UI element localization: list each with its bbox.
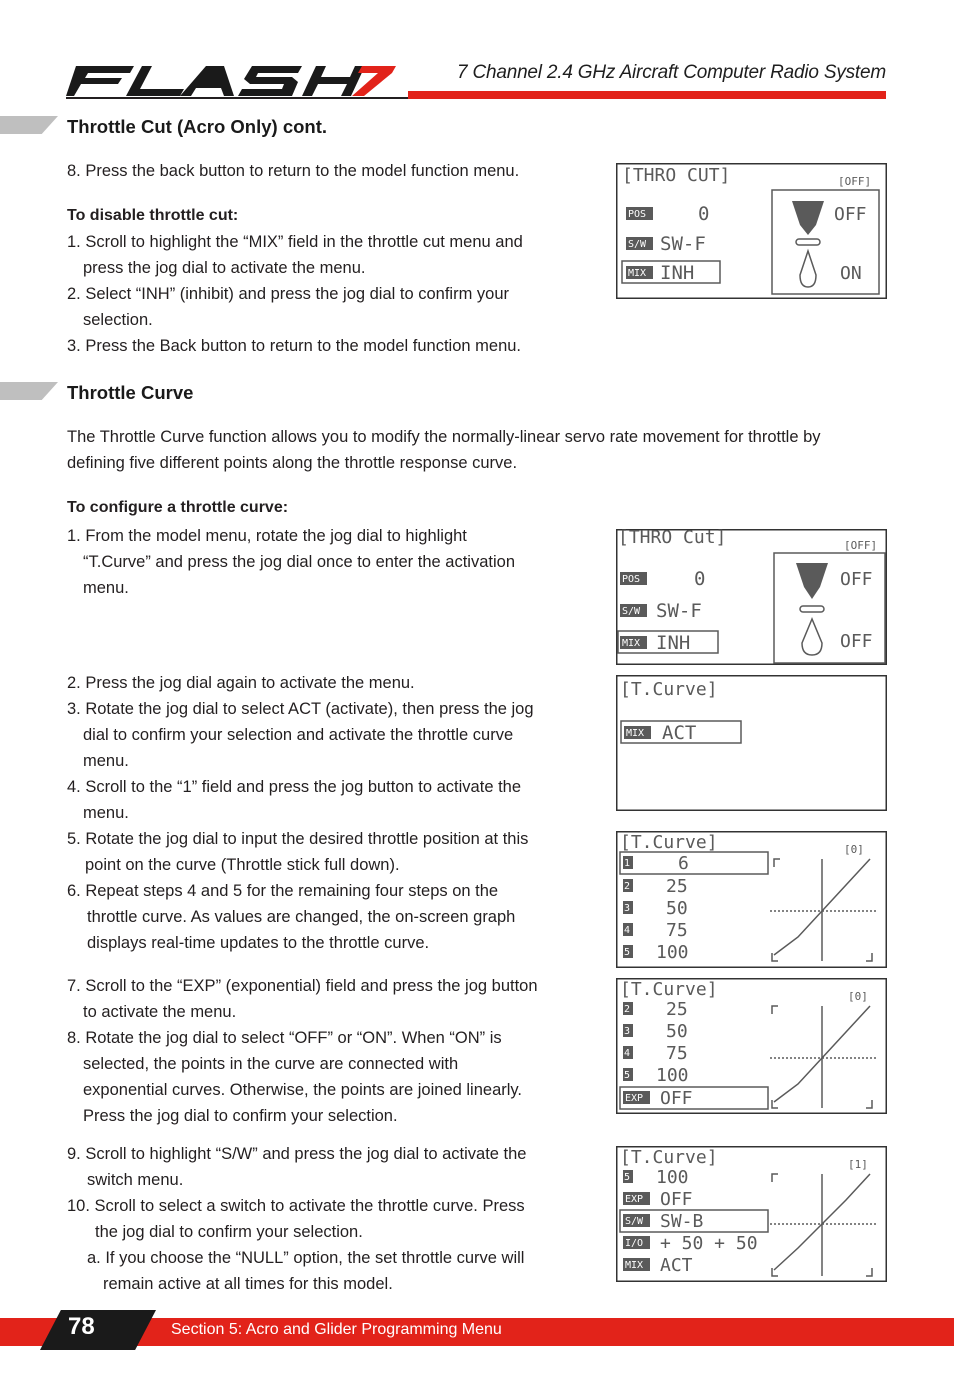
- lcd-corner: [0]: [844, 843, 864, 856]
- svg-text:POS: POS: [622, 574, 641, 585]
- svg-text:2: 2: [624, 881, 631, 892]
- lcd-corner: [0]: [848, 990, 868, 1003]
- svg-text:S/W: S/W: [625, 1216, 644, 1227]
- lcd-corner: [1]: [848, 1158, 868, 1171]
- lcd-screen-throttle-cut: [616, 529, 887, 665]
- step-line: exponential curves. Otherwise, the points are joined linearly.: [83, 1081, 523, 1099]
- step-list: [67, 229, 523, 359]
- step-line: point on the curve (Throttle stick full down).: [85, 856, 400, 874]
- step-line: “T.Curve” and press the jog dial once to enter the activation: [83, 553, 515, 571]
- svg-text:100: 100: [656, 1167, 689, 1188]
- svg-text:OFF: OFF: [840, 631, 873, 652]
- intro-paragraph: [67, 424, 821, 476]
- step-list: [67, 1141, 527, 1297]
- step-line: selected, the points in the curve are connected with: [83, 1055, 459, 1073]
- step-list: [67, 973, 538, 1129]
- svg-text:75: 75: [666, 920, 688, 941]
- svg-text:MIX: MIX: [625, 1260, 644, 1271]
- lcd-screen-throttle-curve-activate: [616, 675, 887, 811]
- lcd-title: [T.Curve]: [620, 679, 718, 700]
- svg-text:6: 6: [678, 853, 689, 874]
- svg-text:EXP: EXP: [625, 1093, 644, 1104]
- svg-text:MIX: MIX: [628, 268, 647, 279]
- svg-text:0: 0: [698, 203, 710, 225]
- header-rule: [66, 97, 408, 99]
- step-line: 6. Repeat steps 4 and 5 for the remaining four steps on the: [67, 882, 499, 900]
- svg-text:POS: POS: [628, 209, 647, 220]
- svg-text:OFF: OFF: [660, 1088, 693, 1109]
- svg-text:I/O: I/O: [625, 1238, 644, 1249]
- svg-text:OFF: OFF: [660, 1189, 693, 1210]
- step-text: 8. Press the back button to return to the model function menu.: [67, 162, 520, 180]
- svg-text:5: 5: [624, 947, 631, 958]
- step-line: dial to confirm your selection and activate the throttle curve: [83, 726, 514, 744]
- step-line: press the jog dial to activate the menu.: [83, 259, 366, 277]
- svg-text:EXP: EXP: [625, 1194, 644, 1205]
- svg-text:50: 50: [666, 1021, 688, 1042]
- svg-text:INH: INH: [660, 262, 695, 284]
- step-line: throttle curve. As values are changed, the on-screen graph: [87, 908, 516, 926]
- step-line: 1. From the model menu, rotate the jog dial to highlight: [67, 527, 467, 545]
- svg-text:INH: INH: [656, 632, 691, 654]
- lcd-screen-throttle-cut: [616, 163, 887, 299]
- section-heading: Throttle Curve: [67, 382, 194, 403]
- lcd-title: [THRO Cut]: [618, 529, 727, 548]
- svg-text:5: 5: [624, 1070, 631, 1081]
- svg-text:ON: ON: [840, 263, 862, 284]
- svg-text:3: 3: [624, 903, 631, 914]
- svg-text:MIX: MIX: [626, 728, 645, 739]
- section-marker: [0, 382, 58, 400]
- svg-text:3: 3: [624, 1026, 631, 1037]
- svg-text:SW-B: SW-B: [660, 1211, 704, 1232]
- svg-text:100: 100: [656, 1065, 689, 1086]
- step-line: 9. Scroll to highlight “S/W” and press the jog dial to activate the: [67, 1145, 527, 1163]
- svg-text:S/W: S/W: [628, 239, 647, 250]
- lcd-corner: [OFF]: [838, 175, 872, 188]
- intro-line: The Throttle Curve function allows you to modify the normally-linear servo rate movement for throttle by: [67, 428, 821, 446]
- svg-text:OFF: OFF: [834, 204, 867, 225]
- step-line: 10. Scroll to select a switch to activate the throttle curve. Press: [67, 1197, 525, 1215]
- section-heading: Throttle Cut (Acro Only) cont.: [67, 116, 328, 137]
- lcd-screen-throttle-curve-points: [616, 831, 887, 968]
- svg-text:ACT: ACT: [662, 722, 697, 744]
- lcd-title: [T.Curve]: [620, 1147, 718, 1168]
- step-line: Press the jog dial to confirm your selection.: [83, 1107, 398, 1125]
- svg-text:SW-F: SW-F: [660, 233, 706, 255]
- svg-text:100: 100: [656, 942, 689, 963]
- sub-heading: To configure a throttle curve:: [67, 499, 289, 516]
- svg-text:75: 75: [666, 1043, 688, 1064]
- step-line: 8. Rotate the jog dial to select “OFF” or “ON”. When “ON” is: [67, 1029, 502, 1047]
- header-accent-bar: [408, 91, 886, 99]
- tagline: 7 Channel 2.4 GHz Aircraft Computer Radio System: [457, 62, 886, 83]
- svg-text:+ 50 + 50: + 50 + 50: [660, 1233, 758, 1254]
- step-line: 3. Rotate the jog dial to select ACT (activate), then press the jog: [67, 700, 534, 718]
- svg-text:2: 2: [624, 1004, 631, 1015]
- svg-text:1: 1: [624, 858, 631, 869]
- svg-text:4: 4: [624, 925, 631, 936]
- lcd-corner: [OFF]: [844, 539, 878, 552]
- step-list: [67, 670, 534, 956]
- step-line: 1. Scroll to highlight the “MIX” field in the throttle cut menu and: [67, 233, 523, 251]
- page-number: 78: [68, 1313, 95, 1340]
- step-line: selection.: [83, 311, 153, 329]
- svg-text:5: 5: [624, 1172, 631, 1183]
- step-line: menu.: [83, 804, 129, 822]
- svg-text:S/W: S/W: [622, 606, 641, 617]
- step-line: 5. Rotate the jog dial to input the desired throttle position at this: [67, 830, 529, 848]
- section-marker: [0, 116, 58, 134]
- lcd-screen-throttle-curve-exp: [616, 978, 887, 1114]
- step-line: displays real-time updates to the throttle curve.: [87, 934, 430, 952]
- step-line: 2. Select “INH” (inhibit) and press the jog dial to confirm your: [67, 285, 510, 303]
- lcd-title: [T.Curve]: [620, 979, 718, 1000]
- lcd-screen-throttle-curve-switch: [616, 1146, 887, 1282]
- svg-text:25: 25: [666, 876, 688, 897]
- svg-text:50: 50: [666, 898, 688, 919]
- svg-text:MIX: MIX: [622, 638, 641, 649]
- step-line: 3. Press the Back button to return to the model function menu.: [67, 337, 522, 355]
- flash7-logo: [66, 64, 396, 98]
- svg-text:ACT: ACT: [660, 1255, 693, 1276]
- svg-text:OFF: OFF: [840, 569, 873, 590]
- step-line: 2. Press the jog dial again to activate the menu.: [67, 674, 415, 692]
- svg-text:4: 4: [624, 1048, 631, 1059]
- step-line: switch menu.: [87, 1171, 184, 1189]
- intro-line: defining five different points along the throttle response curve.: [67, 454, 518, 472]
- step-line: 4. Scroll to the “1” field and press the jog button to activate the: [67, 778, 522, 796]
- step-line: remain active at all times for this model.: [103, 1275, 393, 1293]
- sub-heading: To disable throttle cut:: [67, 207, 239, 224]
- svg-text:0: 0: [694, 568, 706, 590]
- svg-text:SW-F: SW-F: [656, 600, 702, 622]
- step-line: the jog dial to confirm your selection.: [95, 1223, 363, 1241]
- step-line: 7. Scroll to the “EXP” (exponential) field and press the jog button: [67, 977, 538, 995]
- lcd-title: [THRO CUT]: [622, 165, 731, 186]
- footer-section-label: Section 5: Acro and Glider Programming Menu: [171, 1321, 502, 1338]
- step-list: [67, 523, 515, 601]
- lcd-title: [T.Curve]: [620, 832, 718, 853]
- step-line: a. If you choose the “NULL” option, the set throttle curve will: [87, 1249, 525, 1267]
- step-line: menu.: [83, 752, 129, 770]
- step-line: menu.: [83, 579, 129, 597]
- svg-text:25: 25: [666, 999, 688, 1020]
- step-line: to activate the menu.: [83, 1003, 237, 1021]
